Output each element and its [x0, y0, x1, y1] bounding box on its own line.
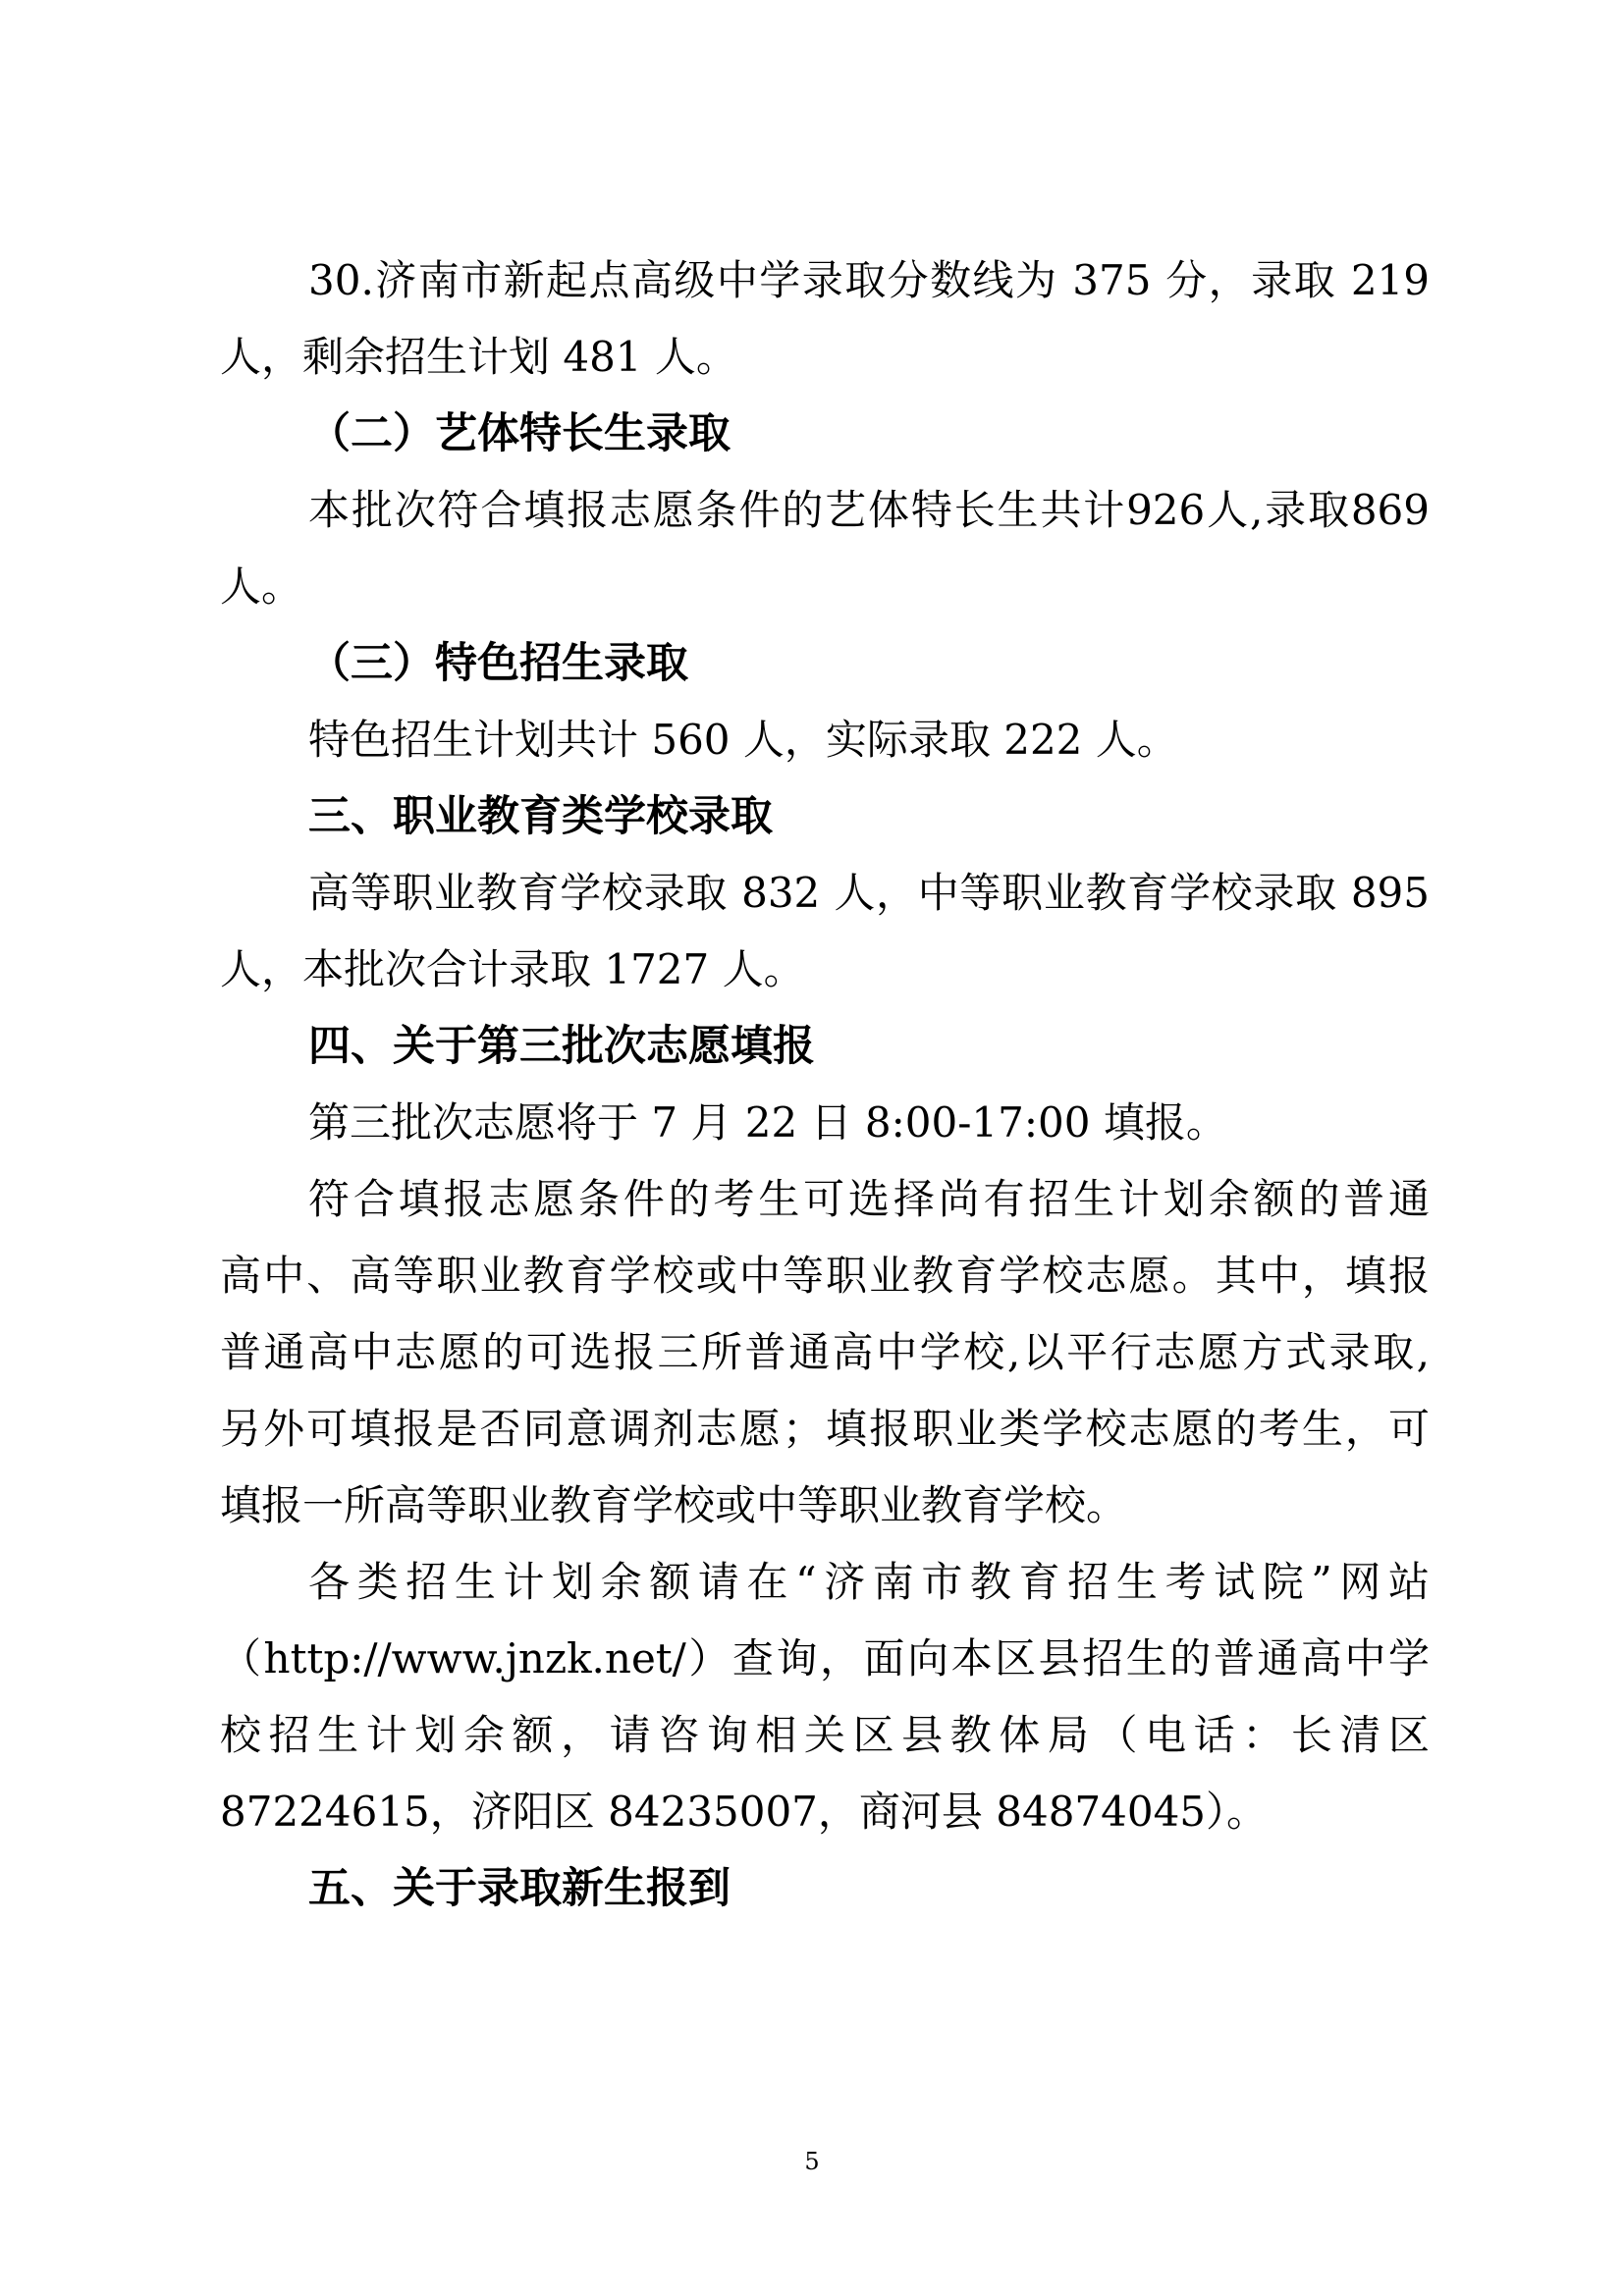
section-heading-third-batch: 四、关于第三批次志愿填报: [308, 1022, 815, 1071]
paragraph-art-sports-line-1: 本批次符合填报志愿条件的艺体特长生共计926人,录取869: [308, 486, 1430, 534]
paragraph-eligibility-line-3: 普通高中志愿的可选报三所普通高中学校,以平行志愿方式录取,: [220, 1328, 1430, 1376]
paragraph-quota-inquiry-line-4: 87224615，济阳区 84235007，商河县 84874045）。: [220, 1788, 1269, 1836]
page-number: 5: [804, 2148, 820, 2175]
paragraph-special-admission: 特色招生计划共计 560 人，实际录取 222 人。: [308, 716, 1178, 764]
paragraph-third-batch-time: 第三批次志愿将于 7 月 22 日 8:00-17:00 填报。: [308, 1098, 1227, 1147]
section-heading-new-student-registration: 五、关于录取新生报到: [308, 1864, 731, 1913]
section-heading-vocational-admission: 三、职业教育类学校录取: [308, 792, 773, 841]
paragraph-item-30-line-1: 30.济南市新起点高级中学录取分数线为 375 分，录取 219: [308, 256, 1430, 304]
paragraph-eligibility-line-1: 符合填报志愿条件的考生可选择尚有招生计划余额的普通: [308, 1175, 1430, 1223]
paragraph-quota-inquiry-line-1: 各类招生计划余额请在“济南市教育招生考试院”网站: [308, 1558, 1430, 1606]
paragraph-item-30-line-2: 人，剩余招生计划 481 人。: [220, 333, 737, 381]
paragraph-quota-inquiry-line-2: （http://www.jnzk.net/）查询，面向本区县招生的普通高中学: [220, 1634, 1430, 1682]
paragraph-vocational-line-2: 人，本批次合计录取 1727 人。: [220, 945, 805, 993]
paragraph-vocational-line-1: 高等职业教育学校录取 832 人，中等职业教育学校录取 895: [308, 869, 1430, 917]
paragraph-quota-inquiry-line-3: 校招生计划余额，请咨询相关区县教体局（电话：长清区: [220, 1711, 1430, 1759]
section-heading-special-admission: （三）特色招生录取: [308, 639, 688, 688]
paragraph-eligibility-line-2: 高中、高等职业教育学校或中等职业教育学校志愿。其中，填报: [220, 1252, 1430, 1300]
paragraph-art-sports-line-2: 人。: [220, 562, 303, 611]
paragraph-eligibility-line-4: 另外可填报是否同意调剂志愿；填报职业类学校志愿的考生，可: [220, 1405, 1430, 1453]
section-heading-art-sports-admission: （二）艺体特长生录取: [308, 409, 731, 458]
paragraph-eligibility-line-5: 填报一所高等职业教育学校或中等职业教育学校。: [220, 1481, 1128, 1529]
